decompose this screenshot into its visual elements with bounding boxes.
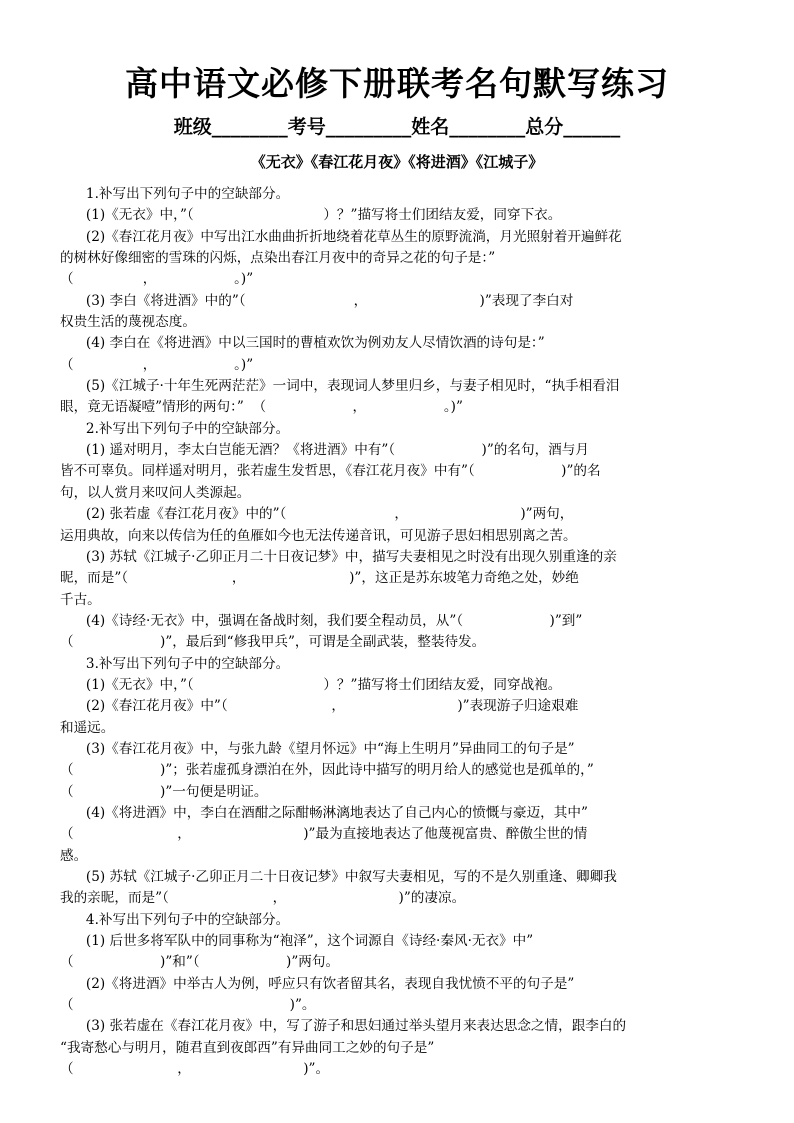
question-line: “我寄愁心与明月，随君直到夜郎西”有异曲同工之妙的句子是” [60, 1039, 435, 1056]
question-line: （ )”，最后到“修我甲兵”，可谓是全副武装，整装待发。 [60, 634, 486, 651]
page-title: 高中语文必修下册联考名句默写练习 [125, 64, 669, 103]
question-line: 感。 [60, 847, 88, 864]
question-line: 4.补写出下列句子中的空缺部分。 [60, 911, 290, 928]
question-line: (3) 张若虚在《春江花月夜》中，写了游子和思妇通过举头望月来表达思念之情，跟李白的 [60, 1018, 627, 1035]
question-line: 皆不可辜负。同样遥对明月，张若虚生发哲思，《春江花月夜》中有”（ )”的名 [60, 463, 601, 480]
question-line: （ )”；张若虚孤身漂泊在外，因此诗中描写的明月给人的感觉也是孤单的，” [60, 762, 594, 779]
question-line: (1) 后世多将军队中的同事称为“袍泽”，这个词源自《诗经·秦风·无衣》中” [60, 933, 534, 950]
question-line: （ ， )”最为直接地表达了他蔑视富贵、醉傲尘世的情 [60, 826, 588, 843]
question-line: 权贵生活的蔑视态度。 [60, 314, 196, 331]
question-line: (1) 遥对明月，李太白岂能无酒？《将进酒》中有”（ )”的名句，酒与月 [60, 442, 589, 459]
exercise-content [60, 184, 736, 1080]
question-line: (5) 苏轼《江城子·乙卯正月二十日夜记梦》中叙写夫妻相见，写的不是久别重逢、卿卿我 [60, 869, 617, 885]
question-line: (1)《无衣》中，”（ ）？”描写将士们团结友爱，同穿下衣。 [60, 207, 562, 224]
question-line: (2) 张若虚《春江花月夜》中的”（ ， )”两句， [60, 506, 574, 523]
question-line: 昵，而是”（ ， )”，这正是苏东坡笔力奇绝之处，妙绝 [60, 570, 579, 587]
question-line: 1.补写出下列句子中的空缺部分。 [60, 186, 290, 202]
question-line: 2.补写出下列句子中的空缺部分。 [60, 420, 290, 437]
question-line: 3.补写出下列句子中的空缺部分。 [60, 655, 290, 672]
answer-blank-line: （ ， 。)” [60, 271, 254, 288]
question-line: 千古。 [60, 591, 101, 608]
question-line: (3) 李白《将进酒》中的”（ ， )”表现了李白对 [60, 292, 574, 309]
question-line: (5)《江城子·十年生死两茫茫》一词中，表现词人梦里归乡，与妻子相见时，“执手相看泪 [60, 378, 620, 395]
question-line: (4) 李白在《将进酒》中以三国时的曹植欢饮为例劝友人尽情饮酒的诗句是：” [60, 335, 545, 352]
question-line: (4)《将进酒》中，李白在酒酣之际酣畅淋漓地表达了自己内心的愤慨与豪迈，其中” [60, 804, 588, 821]
question-line: 的树林好像细密的雪珠的闪烁，点染出春江月夜中的奇异之花的句子是：” [60, 250, 496, 267]
poem-list-subtitle: 《无衣》《春江花月夜》《将进酒》《江城子》 [250, 153, 544, 171]
question-line: 我的亲昵，而是”（ ， )”的凄凉。 [60, 890, 466, 907]
question-line: 和遥远。 [60, 719, 115, 736]
question-line: （ )”和”（ )”两句。 [60, 954, 340, 971]
answer-blank-line: （ ， 。)” [60, 356, 254, 373]
question-line: (4)《诗经·无衣》中，强调在备战时刻，我们要全程动员，从”（ )”到” [60, 612, 583, 629]
question-line: (2)《春江花月夜》中写出江水曲曲折折地绕着花草丛生的原野流淌，月光照射着开遍鲜花 [60, 228, 622, 245]
answer-blank-line: （ )”。 [60, 997, 316, 1014]
question-line: 眼，竟无语凝噎”情形的两句：” （ ， 。)” [60, 399, 463, 416]
question-line: (3)《春江花月夜》中，与张九龄《望月怀远》中“海上生明月”异曲同工的句子是” [60, 740, 575, 757]
question-line: (1)《无衣》中，”（ ）？”描写将士们团结友爱，同穿战袍。 [60, 676, 562, 693]
question-line: （ )”一句便是明证。 [60, 783, 268, 800]
question-line: (2)《春江花月夜》中”（ ， )”表现游子归途艰难 [60, 698, 579, 715]
question-line: (2)《将进酒》中举古人为例，呼应只有饮者留其名，表现自我忧愤不平的句子是” [60, 975, 575, 992]
question-line: (3) 苏轼《江城子·乙卯正月二十日夜记梦》中，描写夫妻相见之时没有出现久别重逢的亲 [60, 548, 617, 565]
question-line: 运用典故，向来以传信为任的鱼雁如今也无法传递音讯，可见游子思妇相思别离之苦。 [60, 527, 577, 544]
student-info-fields: 班级________考号_________姓名________总分______ [173, 116, 621, 138]
answer-blank-line: （ ， )”。 [60, 1061, 330, 1078]
question-line: 句，以人赏月来叹问人类源起。 [60, 484, 251, 501]
